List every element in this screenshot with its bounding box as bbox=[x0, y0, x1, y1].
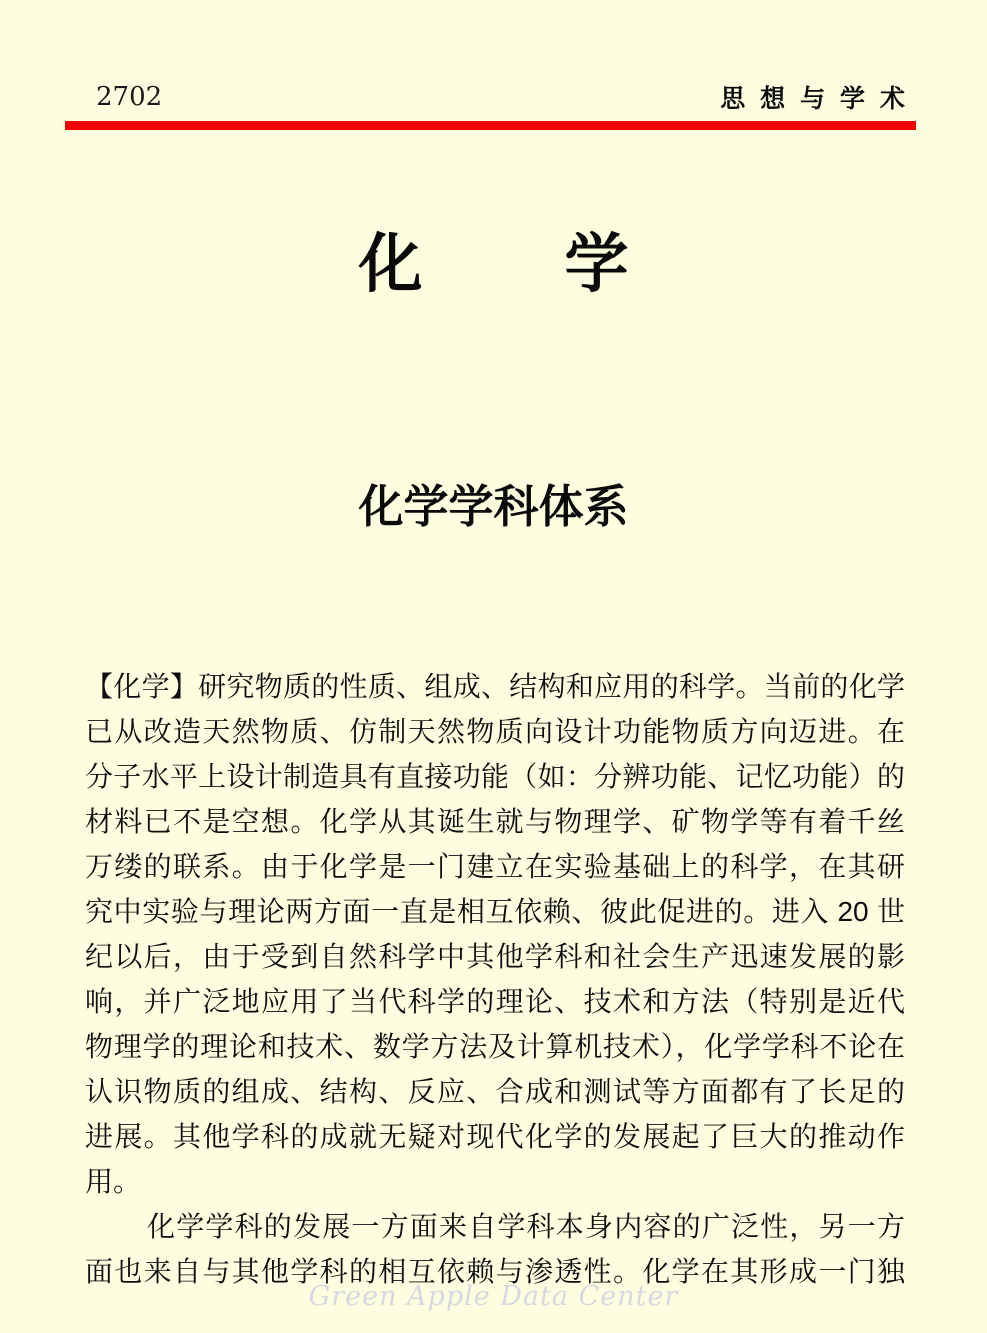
article-title-char-2: 学 bbox=[564, 228, 629, 300]
body-line: 【化学】研究物质的性质、组成、结构和应用的科学。当前的化学 bbox=[85, 671, 905, 702]
body-line: 物理学的理论和技术、数学方法及计算机技术），化学学科不论在 bbox=[85, 1031, 905, 1062]
body-line: 究中实验与理论两方面一直是相互依赖、彼此促进的。进入 20 世 bbox=[85, 896, 905, 927]
body-line: 进展。其他学科的成就无疑对现代化学的发展起了巨大的推动作 bbox=[85, 1121, 905, 1152]
body-line: 化学学科的发展一方面来自学科本身内容的广泛性，另一方 bbox=[147, 1211, 905, 1242]
article-title bbox=[0, 228, 987, 300]
body-paragraphs bbox=[85, 664, 905, 1294]
section-header: 思 想 与 学 术 bbox=[720, 85, 909, 113]
body-line: 万缕的联系。由于化学是一门建立在实验基础上的科学，在其研 bbox=[85, 851, 905, 882]
body-line: 纪以后，由于受到自然科学中其他学科和社会生产迅速发展的影 bbox=[85, 941, 905, 972]
page-number: 2702 bbox=[96, 82, 163, 112]
body-line: 材料已不是空想。化学从其诞生就与物理学、矿物学等有着千丝 bbox=[85, 806, 905, 837]
body-line: 响，并广泛地应用了当代科学的理论、技术和方法（特别是近代 bbox=[85, 986, 905, 1017]
body-line: 分子水平上设计制造具有直接功能（如：分辨功能、记忆功能）的 bbox=[85, 761, 905, 792]
header-rule bbox=[65, 121, 916, 130]
body-line: 已从改造天然物质、仿制天然物质向设计功能物质方向迈进。在 bbox=[85, 716, 905, 747]
article-subtitle: 化学学科体系 bbox=[358, 481, 629, 532]
body-line: 认识物质的组成、结构、反应、合成和测试等方面都有了长足的 bbox=[85, 1076, 905, 1107]
watermark: Green Apple Data Center bbox=[308, 1281, 679, 1312]
article-title-char-1: 化 bbox=[358, 228, 423, 300]
body-line: 用。 bbox=[85, 1166, 142, 1197]
body-line: 面也来自与其他学科的相互依赖与渗透性。化学在其形成一门独 bbox=[85, 1256, 905, 1287]
